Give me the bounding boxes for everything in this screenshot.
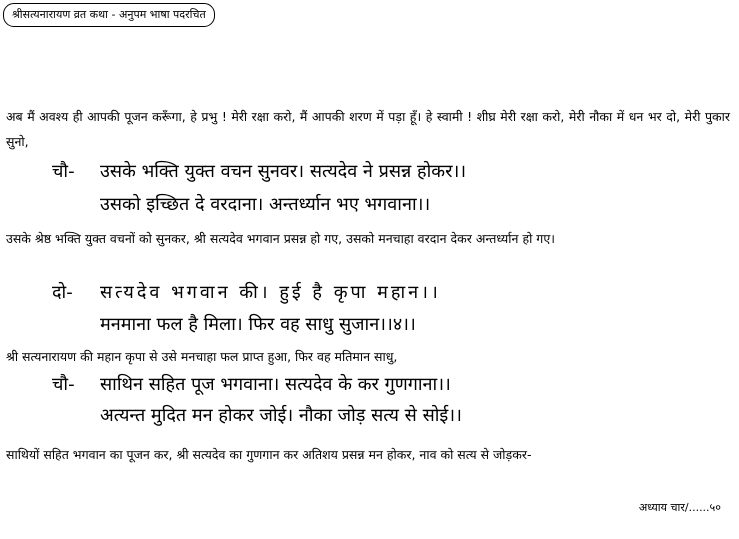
verse-label: चौ- [52, 161, 75, 182]
paragraph-2: उसके श्रेष्ठ भक्ति युक्त वचनों को सुनकर, श्री सत्यदेव भगवान प्रसन्न हो गए, उसको मनचाहा वरदान देकर अन्तर्ध्यान हो गए। [6, 231, 555, 246]
verse-label: दो- [52, 282, 73, 303]
verse-text: सत्यदेव भगवान की। हुई है कृपा महान।। [100, 282, 441, 303]
verse-1-line-1 [52, 160, 466, 184]
verse-3-line-2: अत्यन्त मुदित मन होकर जोई। नौका जोड़ सत्य से सोई।। [100, 405, 462, 426]
header-title: श्रीसत्यनारायण व्रत कथा - अनुपम भाषा पदरचित [3, 3, 215, 27]
verse-text: उसके भक्ति युक्त वचन सुनवर। सत्यदेव ने प्रसन्न होकर।। [100, 161, 467, 182]
paragraph-1: अब मैं अवश्य ही आपकी पूजन करूँगा, हे प्रभु ! मेरी रक्षा करो, मैं आपकी शरण में पड़ा हूँ। हे स्वामी ! शीघ्र मेरी रक्षा करो, मेरी नौका में धन भर दो, मेरी पुकार सुनो, [6, 109, 730, 149]
verse-2-line-2: मनमाना फल है मिला। फिर वह साधु सुजान।।४।। [100, 314, 416, 335]
page-reference: अध्याय चार/......५० [638, 501, 721, 514]
verse-2-line-1 [52, 281, 441, 305]
verse-text: साथिन सहित पूज भगवाना। सत्यदेव के कर गुणगाना।। [100, 374, 451, 395]
verse-1-line-2: उसको इच्छित दे वरदाना। अन्तर्ध्यान भए भगवाना।। [100, 194, 431, 215]
verse-3-line-1 [52, 373, 451, 397]
verse-label: चौ- [52, 374, 75, 395]
paragraph-3: श्री सत्यनारायण की महान कृपा से उसे मनचाहा फल प्राप्त हुआ, फिर वह मतिमान साधु, [6, 349, 398, 364]
paragraph-4: साथियों सहित भगवान का पूजन कर, श्री सत्यदेव का गुणगान कर अतिशय प्रसन्न मन होकर, नाव को सत्य से जोड़कर- [6, 447, 532, 462]
